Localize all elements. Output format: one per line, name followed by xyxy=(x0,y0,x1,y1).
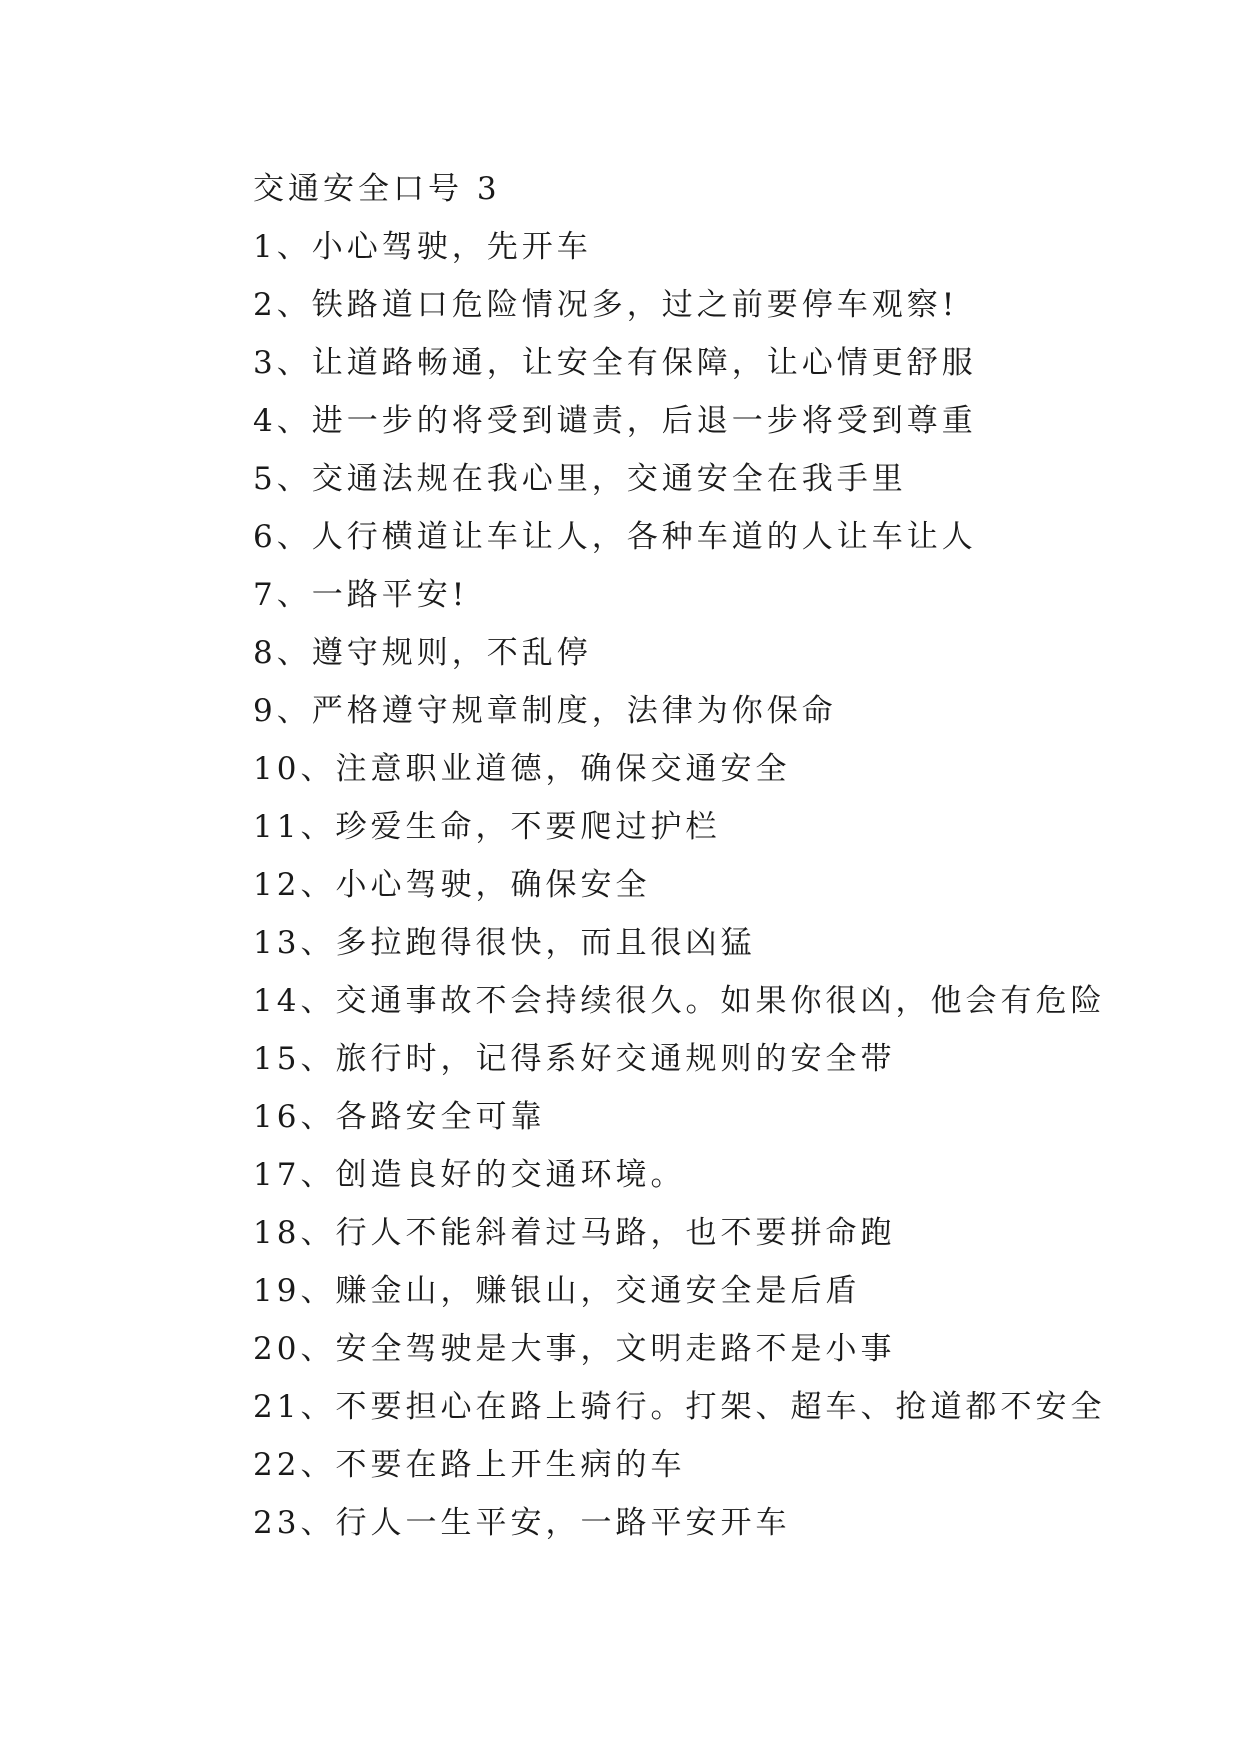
list-item: 9、严格遵守规章制度，法律为你保命 xyxy=(253,693,837,729)
list-item: 7、一路平安! xyxy=(253,577,469,613)
list-item: 22、不要在路上开生病的车 xyxy=(253,1447,686,1483)
list-item: 10、注意职业道德，确保交通安全 xyxy=(253,751,791,787)
list-item: 5、交通法规在我心里，交通安全在我手里 xyxy=(253,461,907,497)
list-item: 4、进一步的将受到谴责，后退一步将受到尊重 xyxy=(253,403,977,439)
list-item: 17、创造良好的交通环境。 xyxy=(253,1157,686,1193)
list-item: 11、珍爱生命，不要爬过护栏 xyxy=(253,809,721,845)
list-item: 21、不要担心在路上骑行。打架、超车、抢道都不安全 xyxy=(253,1389,1106,1425)
list-item: 14、交通事故不会持续很久。如果你很凶，他会有危险 xyxy=(253,983,1106,1019)
document-body xyxy=(253,160,1153,1552)
list-item: 12、小心驾驶，确保安全 xyxy=(253,867,651,903)
list-item: 18、行人不能斜着过马路，也不要拼命跑 xyxy=(253,1215,896,1251)
list-item: 2、铁路道口危险情况多，过之前要停车观察! xyxy=(253,287,959,323)
list-item: 16、各路安全可靠 xyxy=(253,1099,546,1135)
list-item: 3、让道路畅通，让安全有保障，让心情更舒服 xyxy=(253,345,977,381)
list-item: 6、人行横道让车让人，各种车道的人让车让人 xyxy=(253,519,977,555)
list-item: 1、小心驾驶，先开车 xyxy=(253,229,592,265)
list-item: 13、多拉跑得很快，而且很凶猛 xyxy=(253,925,756,961)
list-item: 8、遵守规则，不乱停 xyxy=(253,635,592,671)
document-title: 交通安全口号 3 xyxy=(253,171,501,207)
list-item: 23、行人一生平安，一路平安开车 xyxy=(253,1505,791,1541)
list-item: 15、旅行时，记得系好交通规则的安全带 xyxy=(253,1041,896,1077)
list-item: 19、赚金山，赚银山，交通安全是后盾 xyxy=(253,1273,861,1309)
list-item: 20、安全驾驶是大事，文明走路不是小事 xyxy=(253,1331,896,1367)
